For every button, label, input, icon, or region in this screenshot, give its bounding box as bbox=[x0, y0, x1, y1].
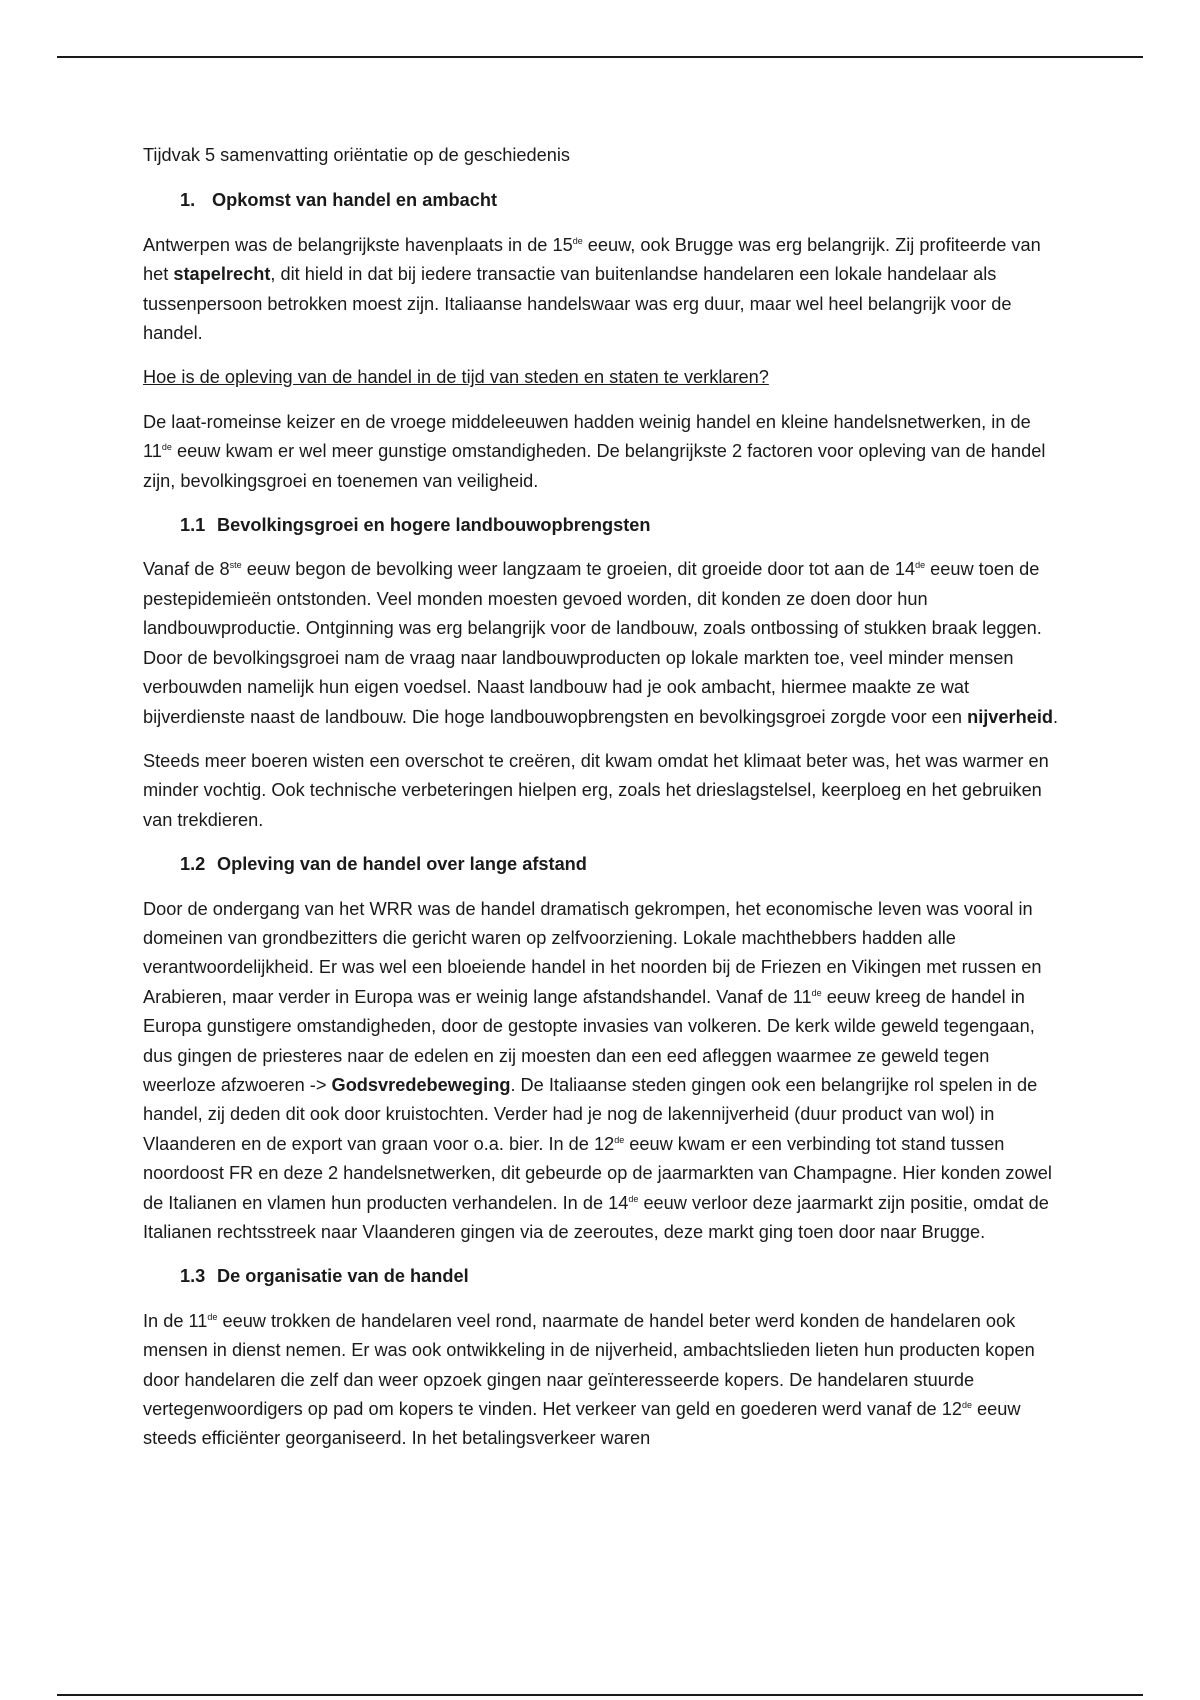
text-run: Vanaf de 8 bbox=[143, 559, 230, 580]
document-title: Tijdvak 5 samenvatting oriëntatie op de geschiedenis bbox=[143, 145, 570, 165]
superscript: de bbox=[811, 987, 822, 998]
text-run: eeuw begon de bevolking weer langzaam te groeien, dit groeide door tot aan de 14 bbox=[241, 559, 916, 580]
paragraph-bevolking bbox=[143, 555, 1063, 731]
heading-1-2-text: Opleving van de handel over lange afstand bbox=[217, 854, 587, 875]
paragraph-wrr bbox=[143, 895, 1063, 1248]
top-rule bbox=[57, 56, 1143, 58]
superscript: de bbox=[207, 1311, 218, 1322]
text-run: eeuw trokken de handelaren veel rond, naarmate de handel beter werd konden de handelaren ook mensen in dienst nemen. Er was ook ontwikkeling in de nijverheid, ambachtslieden lieten hun producten kopen door handelaren die zelf dan weer opzoek gingen naar geïnteresseerde kopers. De handelaren stuurde vertegenwoordigers op pad om kopers te vinden. Het verkeer van geld en goederen werd vanaf de 12 bbox=[143, 1310, 1035, 1420]
heading-1 bbox=[143, 186, 1063, 215]
superscript: de bbox=[961, 1399, 972, 1410]
document-body bbox=[143, 141, 1063, 1469]
text-run: eeuw verloor deze jaarmarkt zijn positie, omdat de Italianen rechtsstreek naar Vlaanderen gingen via de zeeroutes, deze markt ging toen door naar Brugge. bbox=[143, 1192, 1049, 1242]
superscript: de bbox=[572, 235, 583, 246]
text-run: eeuw toen de pestepidemieën ontstonden. Veel monden moesten gevoed worden, dit konden ze doen door hun landbouwproductie. Ontginning was erg belangrijk voor de landbouw, zoals ontbossing of stukken braak leggen. Door de bevolkingsgroei nam de vraag naar landbouwproducten op lokale markten toe, veel minder mensen verbouwden namelijk hun eigen voedsel. Naast landbouw had je ook ambacht, hiermee maakte ze wat bijverdienste naast de landbouw. Die hoge landbouwopbrengsten en bevolkingsgroei zorgde voor een bbox=[143, 559, 1042, 727]
bold-term-godsvredebeweging: Godsvredebeweging bbox=[331, 1074, 511, 1095]
superscript: de bbox=[614, 1134, 625, 1145]
heading-1-3-number: 1.3 bbox=[180, 1266, 206, 1287]
text-run: In de 11 bbox=[143, 1310, 208, 1331]
paragraph-antwerpen bbox=[143, 231, 1063, 349]
bold-term-stapelrecht: stapelrecht bbox=[173, 264, 271, 285]
heading-1-text: Opkomst van handel en ambacht bbox=[212, 190, 498, 211]
paragraph-boeren: Steeds meer boeren wisten een overschot te creëren, dit kwam omdat het klimaat beter was, het was warmer en minder vochtig. Ook technische verbeteringen hielpen erg, zoals het drieslagstelsel, keerploeg en het gebruiken van trekdieren. bbox=[143, 750, 1049, 830]
text-run: eeuw kreeg de handel in Europa gunstigere omstandigheden, door de gestopte invasies van volkeren. De kerk wilde geweld tegengaan, dus gingen de priesteres naar de edelen en zij moesten dan een eed afleggen waarmee ze geweld tegen weerloze afzwoeren -> bbox=[143, 986, 1035, 1095]
heading-1-2-number: 1.2 bbox=[180, 854, 206, 875]
superscript: ste bbox=[229, 560, 242, 571]
text-run: Door de ondergang van het WRR was de handel dramatisch gekrompen, het economische leven was vooral in domeinen van grondbezitters die gericht waren op zelfvoorziening. Lokale machthebbers hadden alle verantwoordelijkheid. Er was wel een bloeiende handel in het noorden bij de Friezen en Vikingen met russen en Arabieren, maar verder in Europa was er weinig lange afstandshandel. Vanaf de 11 bbox=[143, 898, 1042, 1007]
text-run: Antwerpen was de belangrijkste havenplaats in de 15 bbox=[143, 234, 573, 255]
superscript: de bbox=[915, 560, 926, 571]
heading-1-1-number: 1.1 bbox=[180, 515, 206, 536]
question-heading: Hoe is de opleving van de handel in de tijd van steden en staten te verklaren? bbox=[143, 367, 769, 388]
text-run: , dit hield in dat bij iedere transactie van buitenlandse handelaren een lokale handelaar als tussenpersoon betrokken moest zijn. Italiaanse handelswaar was erg duur, maar wel heel belangrijk voor de handel. bbox=[143, 264, 1012, 344]
superscript: de bbox=[161, 442, 172, 453]
text-run: eeuw, ook Brugge was erg belangrijk. Zij profiteerde van het bbox=[143, 234, 1041, 285]
paragraph-organisatie bbox=[143, 1307, 1063, 1454]
bold-term-nijverheid: nijverheid bbox=[967, 706, 1053, 727]
heading-1-3 bbox=[143, 1262, 1063, 1291]
text-run: eeuw steeds efficiënter georganiseerd. In het betalingsverkeer waren bbox=[143, 1399, 1021, 1449]
bottom-rule bbox=[57, 1694, 1143, 1696]
text-run: . De Italiaanse steden gingen ook een belangrijke rol spelen in de handel, zij deden dit ook door kruistochten. Verder had je nog de lakennijverheid (duur product van wol) in Vlaanderen en de export van graan voor o.a. bier. In de 12 bbox=[143, 1074, 1038, 1154]
text-run: . bbox=[1053, 706, 1059, 727]
heading-1-number: 1. bbox=[180, 190, 196, 211]
superscript: de bbox=[628, 1193, 639, 1204]
heading-1-3-text: De organisatie van de handel bbox=[217, 1266, 469, 1287]
heading-1-1-text: Bevolkingsgroei en hogere landbouwopbrengsten bbox=[217, 515, 651, 536]
text-run: eeuw kwam er wel meer gunstige omstandigheden. De belangrijkste 2 factoren voor opleving van de handel zijn, bevolkingsgroei en toenemen van veiligheid. bbox=[143, 441, 1046, 491]
text-run: eeuw kwam er een verbinding tot stand tussen noordoost FR en deze 2 handelsnetwerken, dit gebeurde op de jaarmarkten van Champagne. Hier konden zowel de Italianen en vlamen hun producten verhandelen. In de 14 bbox=[143, 1133, 1052, 1213]
heading-1-2 bbox=[143, 850, 1063, 879]
heading-1-1 bbox=[143, 511, 1063, 540]
paragraph-laat-romeinse bbox=[143, 408, 1063, 496]
text-run: De laat-romeinse keizer en de vroege middeleeuwen hadden weinig handel en kleine handelsnetwerken, in de 11 bbox=[143, 411, 1031, 462]
